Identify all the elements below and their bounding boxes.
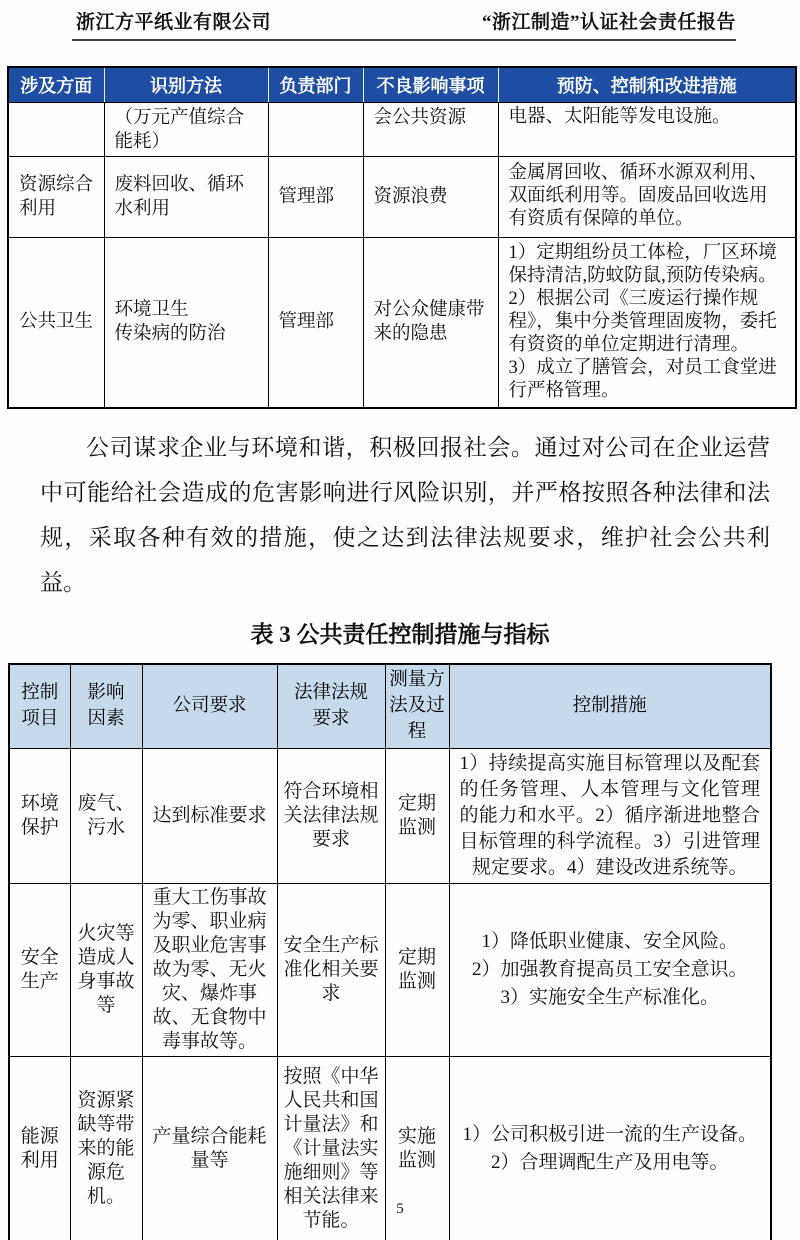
cell-item: 安全生产 (9, 884, 70, 1057)
control-item: 1）公司积极引进一流的生产设备。 (462, 1123, 757, 1145)
cell-measure-method: 定期监测 (385, 749, 449, 884)
cell-controls: 1）持续提高实施目标管理以及配套的任务管理、人本管理与文化管理的能力和水平。2）循序渐进地整合目标管理的科学流程。3）引进管理规定要求。4）建设改进系统等。 (449, 749, 771, 884)
cell-item: 能源利用 (9, 1057, 70, 1240)
cell-legal-req: 安全生产标准化相关要求 (277, 884, 385, 1057)
measure-item: 电器、太阳能等发电设施。 (508, 106, 731, 127)
table1-row-continued (8, 102, 796, 156)
cell-method: （万元产值综合能耗） (104, 102, 268, 156)
table2-header-legal-req: 法律法规要求 (277, 664, 385, 749)
cell-factor: 资源紧缺等带来的能源危机。 (70, 1057, 142, 1240)
cell-company-req: 产量综合能耗量等 (142, 1057, 277, 1240)
cell-factor: 废气、污水 (70, 749, 142, 884)
cell-impact: 对公众健康带来的隐患 (363, 237, 498, 408)
table1-header-impact: 不良影响事项 (363, 67, 498, 102)
table1-header-aspect: 涉及方面 (8, 67, 104, 102)
table2-row-environment (9, 749, 771, 884)
header-report-title: “浙江制造”认证社会责任报告 (481, 12, 736, 33)
cell-item: 环境保护 (9, 749, 70, 884)
table3-title: 表 3 公共责任控制措施与指标 (250, 621, 550, 647)
control-item: 2）合理调配生产及用电等。 (490, 1151, 729, 1173)
table2-header-item: 控制项目 (9, 664, 70, 749)
cell-measure-method: 实施监测 (385, 1057, 449, 1240)
cell-legal-req: 按照《中华人民共和国计量法》和《计量法实施细则》等相关法律来节能。 (277, 1057, 385, 1240)
cell-aspect (8, 102, 104, 156)
cell-impact: 资源浪费 (363, 156, 498, 237)
cell-method: 废料回收、循环水利用 (104, 156, 268, 237)
table1-header-method: 识别方法 (104, 67, 268, 102)
cell-impact: 会公共资源 (363, 102, 498, 156)
cell-controls (449, 884, 771, 1057)
table1-header-dept: 负责部门 (268, 67, 363, 102)
cell-company-req: 重大工伤事故为零、职业病及职业危害事故为零、无火灾、爆炸事故、无食物中毒事故等。 (142, 884, 277, 1057)
table1-header-measures: 预防、控制和改进措施 (498, 67, 796, 102)
measure-item: 金属屑回收、循环水源双利用、双面纸利用等。固废品回收选用有资质有保障的单位。 (508, 163, 768, 229)
page-number: 5 (396, 1201, 404, 1217)
measure-item: 2）根据公司《三废运行操作规程》，集中分类管理固废物，委托有资资的单位定期进行清理。 (508, 288, 777, 355)
cell-measures (498, 156, 796, 237)
table2-header-controls: 控制措施 (449, 664, 771, 749)
measure-item: 3）成立了膳管会，对员工食堂进行严格管理。 (508, 357, 777, 401)
cell-measures (498, 102, 796, 156)
table2-row-safety (9, 884, 771, 1057)
cell-method (104, 237, 268, 408)
body-paragraph: 公司谋求企业与环境和谐，积极回报社会。通过对公司在企业运营中可能给社会造成的危害影响进行风险识别，并严格按照各种法律和法规，采取各种有效的措施，使之达到法律法规要求，维护社会公共利益。 (40, 434, 770, 595)
cell-dept: 管理部 (268, 237, 363, 408)
method-line: 环境卫生 (114, 300, 189, 320)
table2-header-row (9, 664, 771, 749)
cell-company-req: 达到标准要求 (142, 749, 277, 884)
table1-row-public-health (8, 237, 796, 408)
cell-dept (268, 102, 363, 156)
table1-row-resource-reuse (8, 156, 796, 237)
table2-header-measure-method: 测量方法及过程 (385, 664, 449, 749)
cell-aspect: 资源综合利用 (8, 156, 104, 237)
cell-legal-req: 符合环境相关法律法规要求 (277, 749, 385, 884)
cell-measure-method: 定期监测 (385, 884, 449, 1057)
cell-factor: 火灾等造成人身事故等 (70, 884, 142, 1057)
header-company-name: 浙江方平纸业有限公司 (76, 12, 272, 33)
measure-item: 1）定期组纷员工体检，厂区环境保持清洁,防蚊防鼠,预防传染病。 (508, 242, 777, 286)
risk-identification-table (7, 66, 797, 409)
cell-aspect: 公共卫生 (8, 237, 104, 408)
public-responsibility-control-table (8, 663, 772, 1240)
cell-measures (498, 237, 796, 408)
table2-header-factor: 影响因素 (70, 664, 142, 749)
table2-header-company-req: 公司要求 (142, 664, 277, 749)
table1-header-row (8, 67, 796, 102)
page-header (72, 7, 736, 41)
control-item: 2）加强教育提高员工安全意识。 (471, 959, 748, 980)
cell-dept: 管理部 (268, 156, 363, 237)
control-item: 3）实施安全生产标准化。 (500, 987, 719, 1008)
method-line: 传染病的防治 (114, 324, 226, 344)
control-item: 1）降低职业健康、安全风险。 (481, 931, 738, 952)
